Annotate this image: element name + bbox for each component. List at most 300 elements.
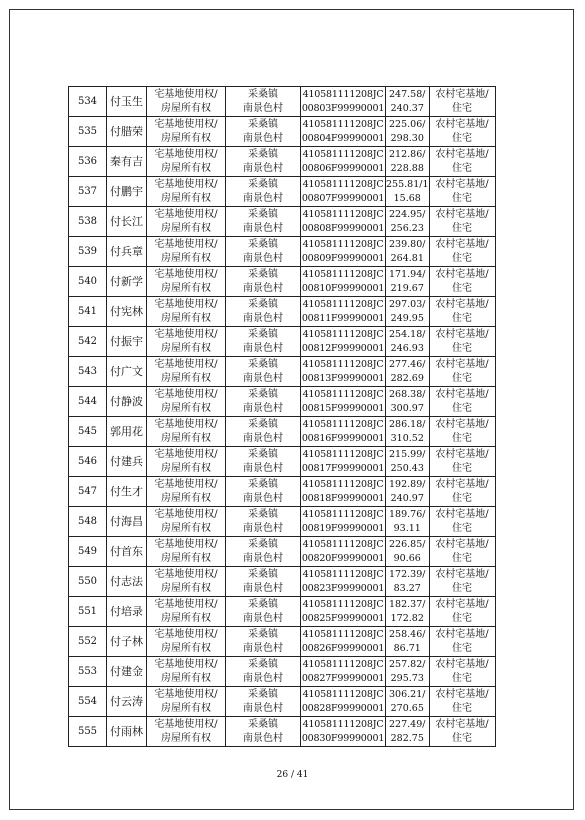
location (226, 567, 301, 597)
property-code (301, 567, 386, 597)
property-code (301, 357, 386, 387)
area-values (386, 237, 430, 267)
location-line: 采桑镇 (248, 538, 278, 550)
table-row (69, 687, 496, 717)
land-use-line: 住宅 (452, 732, 472, 744)
location-line: 采桑镇 (248, 688, 278, 700)
owner-name: 付子林 (107, 627, 147, 657)
area-values-line: 182.37/ (389, 598, 426, 610)
right-type (147, 267, 226, 297)
land-use (429, 267, 495, 297)
area-values-line: 258.46/ (389, 628, 426, 640)
owner-name: 付腊荣 (107, 117, 147, 147)
area-values (386, 477, 430, 507)
area-values-line: 250.43 (390, 462, 424, 474)
owner-name: 付长江 (107, 207, 147, 237)
right-type (147, 687, 226, 717)
land-use (429, 117, 495, 147)
location-line: 南景色村 (243, 552, 283, 564)
right-type-line: 宅基地使用权/ (154, 388, 218, 400)
area-values-line: 239.80/ (389, 238, 426, 250)
table-row (69, 567, 496, 597)
property-code (301, 687, 386, 717)
location-line: 南景色村 (243, 342, 283, 354)
row-number: 552 (69, 627, 107, 657)
land-use-line: 农村宅基地/ (435, 238, 489, 250)
location-line: 南景色村 (243, 522, 283, 534)
right-type-line: 房屋所有权 (161, 492, 211, 504)
land-use (429, 327, 495, 357)
area-values-line: 247.58/ (389, 88, 426, 100)
location-line: 采桑镇 (248, 178, 278, 190)
property-code-line: 00812F99990001 (301, 342, 385, 354)
property-code (301, 477, 386, 507)
owner-name: 付广文 (107, 357, 147, 387)
table-row (69, 267, 496, 297)
right-type-line: 房屋所有权 (161, 252, 211, 264)
property-code-line: 00809F99990001 (301, 252, 385, 264)
right-type-line: 宅基地使用权/ (154, 718, 218, 730)
table-row (69, 297, 496, 327)
right-type-line: 宅基地使用权/ (154, 178, 218, 190)
land-use (429, 537, 495, 567)
land-use-line: 农村宅基地/ (435, 118, 489, 130)
right-type (147, 87, 226, 117)
location-line: 采桑镇 (248, 658, 278, 670)
row-number: 535 (69, 117, 107, 147)
right-type (147, 297, 226, 327)
location-line: 采桑镇 (248, 268, 278, 280)
right-type-line: 房屋所有权 (161, 102, 211, 114)
owner-name: 付新学 (107, 267, 147, 297)
right-type-line: 房屋所有权 (161, 282, 211, 294)
location-line: 采桑镇 (248, 478, 278, 490)
land-use (429, 567, 495, 597)
row-number: 547 (69, 477, 107, 507)
property-code-line: 00808F99990001 (301, 222, 385, 234)
area-values-line: 306.21/ (389, 688, 426, 700)
land-use (429, 387, 495, 417)
right-type-line: 宅基地使用权/ (154, 298, 218, 310)
area-values-line: 282.69 (390, 372, 424, 384)
owner-name: 付培录 (107, 597, 147, 627)
location (226, 327, 301, 357)
property-code-line: 00804F99990001 (301, 132, 385, 144)
area-values-line: 172.39/ (389, 568, 426, 580)
land-use-line: 住宅 (452, 282, 472, 294)
property-code-line: 410581111208JC (302, 328, 384, 340)
table-row (69, 597, 496, 627)
owner-name: 付建兵 (107, 447, 147, 477)
right-type-line: 宅基地使用权/ (154, 598, 218, 610)
right-type-line: 房屋所有权 (161, 582, 211, 594)
area-values-line: 192.89/ (389, 478, 426, 490)
row-number: 537 (69, 177, 107, 207)
location (226, 417, 301, 447)
registration-table (68, 86, 496, 747)
table-row (69, 477, 496, 507)
table-row (69, 537, 496, 567)
owner-name: 秦有吉 (107, 147, 147, 177)
right-type (147, 357, 226, 387)
location (226, 267, 301, 297)
location-line: 南景色村 (243, 282, 283, 294)
table-row (69, 327, 496, 357)
area-values-line: 310.52 (390, 432, 424, 444)
right-type-line: 宅基地使用权/ (154, 328, 218, 340)
area-values (386, 147, 430, 177)
owner-name: 付兵章 (107, 237, 147, 267)
land-use-line: 农村宅基地/ (435, 478, 489, 490)
land-use-line: 农村宅基地/ (435, 568, 489, 580)
owner-name: 付生才 (107, 477, 147, 507)
area-values-line: 227.49/ (389, 718, 426, 730)
table-row (69, 207, 496, 237)
location (226, 177, 301, 207)
property-code (301, 387, 386, 417)
property-code (301, 87, 386, 117)
property-code (301, 537, 386, 567)
area-values-line: 228.88 (390, 162, 424, 174)
table-row (69, 627, 496, 657)
right-type (147, 147, 226, 177)
owner-name: 郭用花 (107, 417, 147, 447)
right-type-line: 宅基地使用权/ (154, 118, 218, 130)
property-code-line: 410581111208JC (302, 358, 384, 370)
row-number: 543 (69, 357, 107, 387)
property-code (301, 447, 386, 477)
right-type-line: 宅基地使用权/ (154, 208, 218, 220)
area-values-line: 254.18/ (389, 328, 426, 340)
land-use (429, 687, 495, 717)
location (226, 477, 301, 507)
property-code-line: 410581111208JC (302, 418, 384, 430)
location-line: 采桑镇 (248, 208, 278, 220)
property-code-line: 410581111208JC (302, 388, 384, 400)
location-line: 采桑镇 (248, 388, 278, 400)
right-type-line: 房屋所有权 (161, 342, 211, 354)
location (226, 597, 301, 627)
land-use (429, 357, 495, 387)
land-use-line: 农村宅基地/ (435, 718, 489, 730)
property-code (301, 177, 386, 207)
right-type (147, 117, 226, 147)
property-code-line: 410581111208JC (302, 688, 384, 700)
location (226, 717, 301, 747)
land-use-line: 住宅 (452, 612, 472, 624)
area-values-line: 300.97 (390, 402, 424, 414)
area-values-line: 270.65 (390, 702, 424, 714)
property-code (301, 657, 386, 687)
row-number: 555 (69, 717, 107, 747)
right-type-line: 房屋所有权 (161, 732, 211, 744)
right-type-line: 房屋所有权 (161, 222, 211, 234)
property-code-line: 410581111208JC (302, 568, 384, 580)
land-use-line: 住宅 (452, 642, 472, 654)
right-type-line: 房屋所有权 (161, 402, 211, 414)
location-line: 南景色村 (243, 102, 283, 114)
area-values-line: 93.11 (393, 522, 421, 534)
property-code-line: 410581111208JC (302, 478, 384, 490)
right-type-line: 房屋所有权 (161, 312, 211, 324)
area-values-line: 268.38/ (389, 388, 426, 400)
table-row (69, 117, 496, 147)
row-number: 540 (69, 267, 107, 297)
location (226, 537, 301, 567)
right-type (147, 627, 226, 657)
area-values-line: 282.75 (390, 732, 424, 744)
property-code-line: 410581111208JC (302, 538, 384, 550)
area-values (386, 567, 430, 597)
table-row (69, 507, 496, 537)
row-number: 549 (69, 537, 107, 567)
owner-name: 付宪林 (107, 297, 147, 327)
property-code-line: 00803F99990001 (301, 102, 385, 114)
area-values (386, 387, 430, 417)
right-type-line: 房屋所有权 (161, 192, 211, 204)
owner-name: 付静波 (107, 387, 147, 417)
location (226, 387, 301, 417)
land-use-line: 住宅 (452, 522, 472, 534)
land-use-line: 农村宅基地/ (435, 268, 489, 280)
table-row (69, 177, 496, 207)
property-code-line: 00830F99990001 (301, 732, 385, 744)
land-use-line: 农村宅基地/ (435, 388, 489, 400)
right-type-line: 宅基地使用权/ (154, 358, 218, 370)
land-use-line: 住宅 (452, 132, 472, 144)
location (226, 357, 301, 387)
right-type (147, 537, 226, 567)
property-code-line: 00826F99990001 (301, 642, 385, 654)
right-type-line: 房屋所有权 (161, 522, 211, 534)
location-line: 南景色村 (243, 372, 283, 384)
area-values-line: 246.93 (390, 342, 424, 354)
right-type-line: 宅基地使用权/ (154, 628, 218, 640)
land-use-line: 住宅 (452, 312, 472, 324)
land-use (429, 447, 495, 477)
right-type-line: 宅基地使用权/ (154, 658, 218, 670)
location-line: 采桑镇 (248, 298, 278, 310)
land-use (429, 237, 495, 267)
property-code (301, 237, 386, 267)
area-values-line: 286.18/ (389, 418, 426, 430)
property-code-line: 00817F99990001 (301, 462, 385, 474)
right-type-line: 宅基地使用权/ (154, 568, 218, 580)
location-line: 采桑镇 (248, 568, 278, 580)
location-line: 南景色村 (243, 252, 283, 264)
land-use-line: 农村宅基地/ (435, 418, 489, 430)
area-values-line: 215.99/ (389, 448, 426, 460)
property-code-line: 00815F99990001 (301, 402, 385, 414)
location-line: 南景色村 (243, 162, 283, 174)
owner-name: 付建金 (107, 657, 147, 687)
land-use-line: 住宅 (452, 252, 472, 264)
land-use-line: 农村宅基地/ (435, 598, 489, 610)
table-row (69, 417, 496, 447)
land-use-line: 住宅 (452, 702, 472, 714)
land-use-line: 住宅 (452, 582, 472, 594)
right-type (147, 387, 226, 417)
land-use-line: 住宅 (452, 222, 472, 234)
area-values-line: 255.81/1 (386, 178, 429, 190)
property-code-line: 410581111208JC (302, 208, 384, 220)
right-type-line: 房屋所有权 (161, 552, 211, 564)
property-code-line: 00806F99990001 (301, 162, 385, 174)
area-values (386, 717, 430, 747)
property-code-line: 410581111208JC (302, 118, 384, 130)
registration-table-body (69, 87, 496, 747)
property-code (301, 627, 386, 657)
location-line: 南景色村 (243, 672, 283, 684)
land-use-line: 住宅 (452, 342, 472, 354)
area-values-line: 298.30 (390, 132, 424, 144)
right-type (147, 447, 226, 477)
table-row (69, 147, 496, 177)
location-line: 采桑镇 (248, 328, 278, 340)
location (226, 657, 301, 687)
location-line: 采桑镇 (248, 148, 278, 160)
property-code (301, 417, 386, 447)
property-code-line: 00820F99990001 (301, 552, 385, 564)
area-values (386, 447, 430, 477)
table-row (69, 447, 496, 477)
area-values (386, 267, 430, 297)
land-use (429, 147, 495, 177)
land-use-line: 农村宅基地/ (435, 88, 489, 100)
property-code (301, 327, 386, 357)
right-type-line: 宅基地使用权/ (154, 148, 218, 160)
land-use-line: 住宅 (452, 462, 472, 474)
right-type (147, 237, 226, 267)
row-number: 548 (69, 507, 107, 537)
location-line: 采桑镇 (248, 628, 278, 640)
property-code-line: 410581111208JC (302, 598, 384, 610)
land-use (429, 207, 495, 237)
right-type (147, 177, 226, 207)
right-type (147, 207, 226, 237)
property-code-line: 00816F99990001 (301, 432, 385, 444)
right-type-line: 宅基地使用权/ (154, 268, 218, 280)
location-line: 南景色村 (243, 432, 283, 444)
right-type (147, 477, 226, 507)
property-code-line: 00810F99990001 (301, 282, 385, 294)
right-type-line: 房屋所有权 (161, 162, 211, 174)
property-code (301, 507, 386, 537)
row-number: 551 (69, 597, 107, 627)
property-code-line: 410581111208JC (302, 238, 384, 250)
land-use-line: 农村宅基地/ (435, 208, 489, 220)
location-line: 采桑镇 (248, 418, 278, 430)
row-number: 544 (69, 387, 107, 417)
row-number: 542 (69, 327, 107, 357)
location-line: 南景色村 (243, 192, 283, 204)
property-code-line: 00828F99990001 (301, 702, 385, 714)
right-type-line: 房屋所有权 (161, 702, 211, 714)
owner-name: 付振宇 (107, 327, 147, 357)
location (226, 627, 301, 657)
land-use-line: 农村宅基地/ (435, 538, 489, 550)
land-use-line: 住宅 (452, 102, 472, 114)
location-line: 南景色村 (243, 132, 283, 144)
area-values-line: 257.82/ (389, 658, 426, 670)
property-code-line: 00813F99990001 (301, 372, 385, 384)
property-code-line: 410581111208JC (302, 448, 384, 460)
owner-name: 付雨林 (107, 717, 147, 747)
right-type-line: 宅基地使用权/ (154, 88, 218, 100)
property-code-line: 410581111208JC (302, 178, 384, 190)
land-use (429, 477, 495, 507)
property-code (301, 147, 386, 177)
right-type-line: 房屋所有权 (161, 612, 211, 624)
property-code-line: 00811F99990001 (301, 312, 385, 324)
land-use-line: 农村宅基地/ (435, 328, 489, 340)
land-use-line: 住宅 (452, 402, 472, 414)
property-code (301, 597, 386, 627)
property-code-line: 00825F99990001 (301, 612, 385, 624)
area-values-line: 256.23 (390, 222, 424, 234)
land-use-line: 农村宅基地/ (435, 508, 489, 520)
property-code-line: 410581111208JC (302, 658, 384, 670)
property-code (301, 117, 386, 147)
location (226, 237, 301, 267)
land-use-line: 农村宅基地/ (435, 178, 489, 190)
right-type-line: 宅基地使用权/ (154, 418, 218, 430)
row-number: 545 (69, 417, 107, 447)
area-values (386, 297, 430, 327)
owner-name: 付鹏宇 (107, 177, 147, 207)
right-type-line: 宅基地使用权/ (154, 688, 218, 700)
land-use-line: 住宅 (452, 162, 472, 174)
area-values (386, 117, 430, 147)
right-type-line: 房屋所有权 (161, 642, 211, 654)
land-use-line: 农村宅基地/ (435, 358, 489, 370)
area-values-line: 224.95/ (389, 208, 426, 220)
area-values-line: 297.03/ (389, 298, 426, 310)
right-type (147, 597, 226, 627)
area-values (386, 537, 430, 567)
land-use-line: 农村宅基地/ (435, 658, 489, 670)
row-number: 554 (69, 687, 107, 717)
property-code (301, 297, 386, 327)
land-use-line: 农村宅基地/ (435, 298, 489, 310)
location-line: 南景色村 (243, 582, 283, 594)
right-type-line: 房屋所有权 (161, 372, 211, 384)
land-use (429, 297, 495, 327)
owner-name: 付海昌 (107, 507, 147, 537)
land-use-line: 住宅 (452, 672, 472, 684)
location-line: 南景色村 (243, 462, 283, 474)
right-type-line: 房屋所有权 (161, 132, 211, 144)
area-values (386, 687, 430, 717)
location-line: 采桑镇 (248, 448, 278, 460)
location-line: 采桑镇 (248, 118, 278, 130)
owner-name: 付玉生 (107, 87, 147, 117)
location (226, 207, 301, 237)
location (226, 117, 301, 147)
location (226, 87, 301, 117)
row-number: 534 (69, 87, 107, 117)
right-type-line: 宅基地使用权/ (154, 448, 218, 460)
property-code-line: 00807F99990001 (301, 192, 385, 204)
right-type-line: 宅基地使用权/ (154, 238, 218, 250)
land-use-line: 住宅 (452, 192, 472, 204)
area-values-line: 264.81 (390, 252, 424, 264)
location-line: 南景色村 (243, 312, 283, 324)
row-number: 541 (69, 297, 107, 327)
land-use-line: 农村宅基地/ (435, 628, 489, 640)
row-number: 539 (69, 237, 107, 267)
right-type (147, 417, 226, 447)
